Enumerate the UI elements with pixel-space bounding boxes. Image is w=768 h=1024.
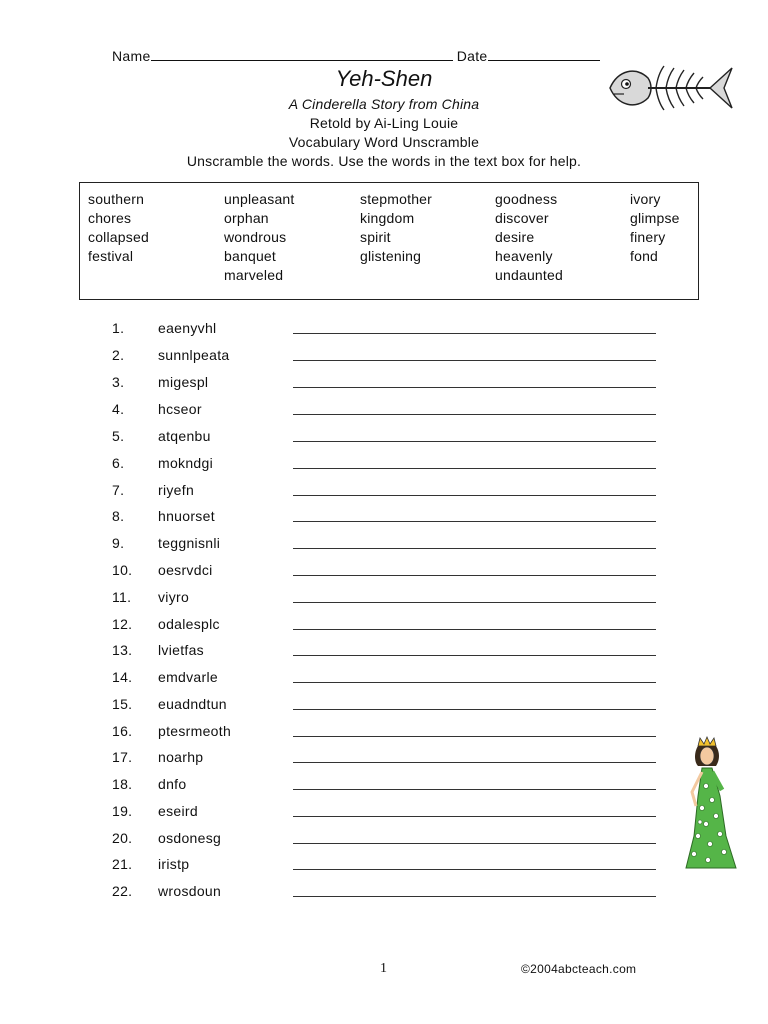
question-number: 11.	[112, 589, 132, 605]
word-bank-word: southern	[88, 191, 145, 207]
scrambled-word: lvietfas	[158, 642, 204, 658]
answer-line[interactable]	[293, 629, 656, 630]
scrambled-word: riyefn	[158, 482, 195, 498]
scrambled-word: osdonesg	[158, 830, 222, 846]
answer-line[interactable]	[293, 682, 656, 683]
question-number: 2.	[112, 347, 125, 363]
answer-line[interactable]	[293, 655, 656, 656]
word-bank-word: glistening	[360, 248, 422, 264]
scrambled-word: oesrvdci	[158, 562, 213, 578]
question-number: 21.	[112, 856, 133, 872]
word-bank-word: heavenly	[495, 248, 553, 264]
scrambled-word: emdvarle	[158, 669, 218, 685]
question-number: 9.	[112, 535, 125, 551]
copyright-notice: ©2004abcteach.com	[521, 962, 637, 976]
question-row	[0, 642, 768, 669]
word-bank-word: finery	[630, 229, 666, 245]
word-bank-word: ivory	[630, 191, 661, 207]
question-row	[0, 883, 768, 910]
question-number: 6.	[112, 455, 125, 471]
word-bank-word: goodness	[495, 191, 558, 207]
scrambled-word: hnuorset	[158, 508, 215, 524]
question-number: 8.	[112, 508, 125, 524]
question-number: 17.	[112, 749, 133, 765]
answer-line[interactable]	[293, 548, 656, 549]
question-number: 5.	[112, 428, 125, 444]
word-bank-column	[495, 190, 563, 285]
word-bank-word: orphan	[224, 210, 269, 226]
answer-line[interactable]	[293, 843, 656, 844]
word-bank-word: spirit	[360, 229, 391, 245]
word-bank-word: wondrous	[224, 229, 287, 245]
answer-line[interactable]	[293, 441, 656, 442]
page-number: 1	[380, 961, 387, 976]
answer-line[interactable]	[293, 468, 656, 469]
word-bank-word: glimpse	[630, 210, 680, 226]
question-row	[0, 428, 768, 455]
question-number: 15.	[112, 696, 133, 712]
scrambled-word: hcseor	[158, 401, 202, 417]
scrambled-word: mokndgi	[158, 455, 214, 471]
word-bank-word: discover	[495, 210, 549, 226]
date-blank[interactable]	[488, 48, 600, 61]
question-number: 18.	[112, 776, 133, 792]
question-row	[0, 482, 768, 509]
question-row	[0, 455, 768, 482]
answer-line[interactable]	[293, 816, 656, 817]
word-bank-word: fond	[630, 248, 659, 264]
word-bank-word: banquet	[224, 248, 277, 264]
question-row	[0, 535, 768, 562]
question-row	[0, 616, 768, 643]
name-label: Name	[112, 48, 151, 64]
word-bank-word: chores	[88, 210, 132, 226]
question-row	[0, 374, 768, 401]
scrambled-word: euadndtun	[158, 696, 227, 712]
question-number: 1.	[112, 320, 125, 336]
question-row	[0, 347, 768, 374]
answer-line[interactable]	[293, 896, 656, 897]
word-bank-column	[360, 190, 432, 266]
name-blank[interactable]	[151, 48, 453, 61]
question-number: 7.	[112, 482, 125, 498]
name-date-line	[112, 48, 600, 64]
word-bank-column	[224, 190, 295, 285]
answer-line[interactable]	[293, 495, 656, 496]
answer-line[interactable]	[293, 602, 656, 603]
question-row	[0, 589, 768, 616]
scrambled-word: wrosdoun	[158, 883, 222, 899]
scrambled-word: eseird	[158, 803, 198, 819]
question-number: 20.	[112, 830, 133, 846]
scrambled-word: noarhp	[158, 749, 204, 765]
scrambled-word: sunnlpeata	[158, 347, 230, 363]
scrambled-word: ptesrmeoth	[158, 723, 232, 739]
answer-line[interactable]	[293, 333, 656, 334]
scrambled-word: eaenyvhl	[158, 320, 217, 336]
question-row	[0, 776, 768, 803]
word-bank-word: festival	[88, 248, 134, 264]
question-number: 12.	[112, 616, 133, 632]
princess-figure-icon	[680, 736, 742, 872]
scrambled-word: atqenbu	[158, 428, 211, 444]
subtitle: A Cinderella Story from China	[288, 96, 480, 112]
word-bank-word: collapsed	[88, 229, 149, 245]
question-row	[0, 723, 768, 750]
word-bank-box	[79, 182, 699, 300]
question-number: 3.	[112, 374, 125, 390]
date-label: Date	[456, 48, 488, 64]
answer-line[interactable]	[293, 575, 656, 576]
word-bank-word: desire	[495, 229, 535, 245]
question-row	[0, 856, 768, 883]
word-bank-word: stepmother	[360, 191, 433, 207]
scrambled-word: dnfo	[158, 776, 187, 792]
word-bank-word: undaunted	[495, 267, 563, 283]
question-row	[0, 803, 768, 830]
question-row	[0, 401, 768, 428]
question-row	[0, 749, 768, 776]
answer-line[interactable]	[293, 762, 656, 763]
question-number: 10.	[112, 562, 133, 578]
word-bank-word: kingdom	[360, 210, 415, 226]
question-row	[0, 320, 768, 347]
question-number: 19.	[112, 803, 133, 819]
answer-line[interactable]	[293, 789, 656, 790]
word-bank-word: marveled	[224, 267, 284, 283]
question-number: 4.	[112, 401, 125, 417]
answer-line[interactable]	[293, 360, 656, 361]
answer-line[interactable]	[293, 736, 656, 737]
scrambled-word: iristp	[158, 856, 190, 872]
answer-line[interactable]	[293, 521, 656, 522]
answer-line[interactable]	[293, 869, 656, 870]
question-number: 13.	[112, 642, 133, 658]
scrambled-word: teggnisnli	[158, 535, 221, 551]
question-row	[0, 669, 768, 696]
question-number: 16.	[112, 723, 133, 739]
question-row	[0, 562, 768, 589]
question-number: 14.	[112, 669, 133, 685]
scrambled-word: migespl	[158, 374, 209, 390]
word-bank-column	[630, 190, 680, 266]
question-row	[0, 508, 768, 535]
answer-line[interactable]	[293, 709, 656, 710]
retold-by: Retold by Ai-Ling Louie	[309, 115, 459, 131]
scrambled-word: viyro	[158, 589, 190, 605]
instructions: Unscramble the words. Use the words in the text box for help.	[186, 153, 582, 169]
worksheet-type: Vocabulary Word Unscramble	[288, 134, 480, 150]
answer-line[interactable]	[293, 414, 656, 415]
word-bank-word: unpleasant	[224, 191, 295, 207]
answer-line[interactable]	[293, 387, 656, 388]
scrambled-word: odalesplc	[158, 616, 220, 632]
word-bank-column	[88, 190, 149, 266]
question-row	[0, 696, 768, 723]
question-row	[0, 830, 768, 857]
page-title: Yeh-Shen	[335, 66, 433, 91]
question-number: 22.	[112, 883, 133, 899]
